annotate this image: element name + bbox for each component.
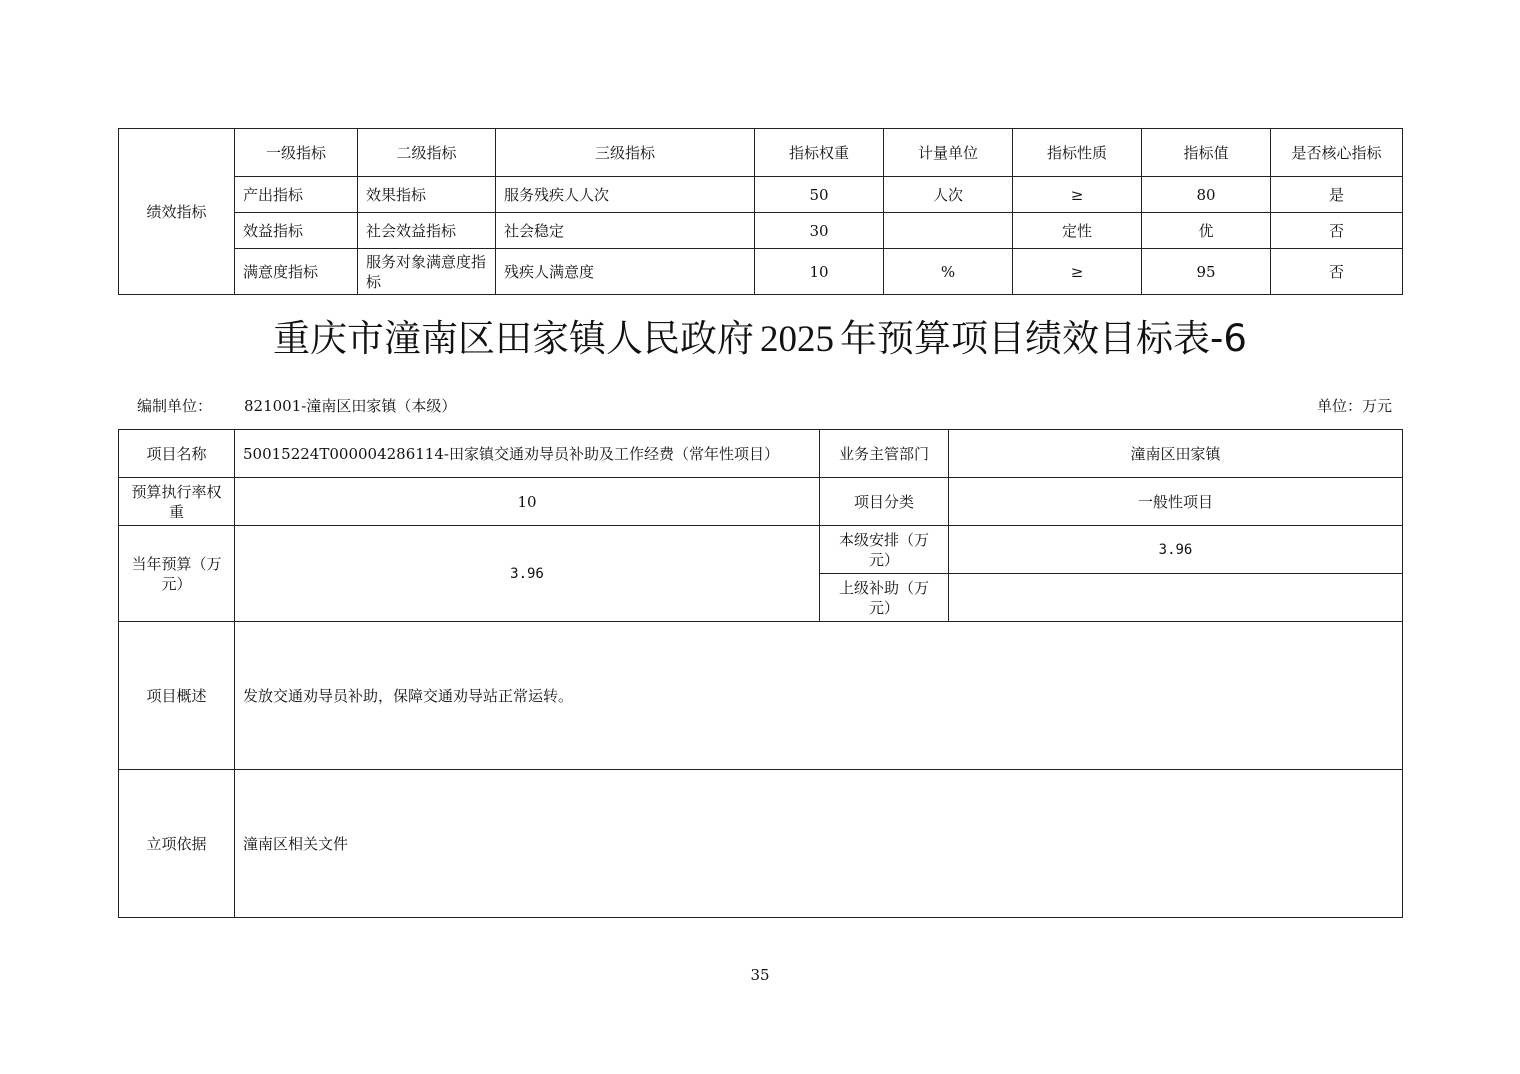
- compile-unit-value: 821001-潼南区田家镇（本级）: [244, 397, 457, 415]
- page-number: 35: [750, 966, 770, 984]
- currency-unit: 单位：万元: [1316, 397, 1392, 415]
- annual-budget-label: 当年预算（万元）: [119, 526, 235, 622]
- header-nature: 指标性质: [1013, 129, 1142, 177]
- overview-value: 发放交通劝导员补助，保障交通劝导站正常运转。: [235, 622, 1403, 770]
- dept-label: 业务主管部门: [820, 430, 949, 478]
- table-row: [119, 213, 1403, 249]
- header-level3: 三级指标: [496, 129, 755, 177]
- compile-unit-label: 编制单位：: [137, 397, 213, 415]
- table-row: [119, 177, 1403, 213]
- overview-label: 项目概述: [119, 622, 235, 770]
- cell-level1: 效益指标: [235, 213, 358, 249]
- exec-rate-label: 预算执行率权重: [119, 478, 235, 526]
- header-unit: 计量单位: [884, 129, 1013, 177]
- cell-unit: %: [884, 249, 1013, 295]
- header-core: 是否核心指标: [1271, 129, 1403, 177]
- table-row: [119, 249, 1403, 295]
- cell-level2: 效果指标: [358, 177, 496, 213]
- local-arrangement-label: 本级安排（万元）: [820, 526, 949, 574]
- cell-weight: 50: [755, 177, 884, 213]
- cell-unit: [884, 213, 1013, 249]
- cell-level1: 满意度指标: [235, 249, 358, 295]
- category-label: 项目分类: [820, 478, 949, 526]
- header-level2: 二级指标: [358, 129, 496, 177]
- cell-nature: ≥: [1013, 177, 1142, 213]
- performance-row-label: 绩效指标: [119, 129, 235, 295]
- upper-subsidy-label: 上级补助（万元）: [820, 574, 949, 622]
- basis-label: 立项依据: [119, 770, 235, 918]
- cell-level2: 社会效益指标: [358, 213, 496, 249]
- header-level1: 一级指标: [235, 129, 358, 177]
- cell-core: 是: [1271, 177, 1403, 213]
- cell-value: 95: [1142, 249, 1271, 295]
- category-value: 一般性项目: [949, 478, 1403, 526]
- cell-weight: 30: [755, 213, 884, 249]
- cell-nature: 定性: [1013, 213, 1142, 249]
- upper-subsidy-value: [949, 574, 1403, 622]
- dept-value: 潼南区田家镇: [949, 430, 1403, 478]
- cell-core: 否: [1271, 249, 1403, 295]
- header-value: 指标值: [1142, 129, 1271, 177]
- cell-core: 否: [1271, 213, 1403, 249]
- project-info-table: [118, 429, 1403, 918]
- basis-value: 潼南区相关文件: [235, 770, 1403, 918]
- cell-unit: 人次: [884, 177, 1013, 213]
- cell-value: 80: [1142, 177, 1271, 213]
- exec-rate-value: 10: [235, 478, 820, 526]
- cell-value: 优: [1142, 213, 1271, 249]
- cell-weight: 10: [755, 249, 884, 295]
- cell-level3: 服务残疾人人次: [496, 177, 755, 213]
- annual-budget-value: 3.96: [235, 526, 820, 622]
- project-name-value: 50015224T000004286114-田家镇交通劝导员补助及工作经费（常年性项目）: [235, 430, 820, 478]
- header-weight: 指标权重: [755, 129, 884, 177]
- cell-level3: 残疾人满意度: [496, 249, 755, 295]
- title-year: 2025: [760, 319, 835, 360]
- cell-level3: 社会稳定: [496, 213, 755, 249]
- performance-indicator-table: [118, 128, 1403, 295]
- title-prefix: 重庆市潼南区田家镇人民政府: [273, 317, 755, 360]
- cell-nature: ≥: [1013, 249, 1142, 295]
- page-title: [0, 312, 1520, 367]
- cell-level1: 产出指标: [235, 177, 358, 213]
- project-name-label: 项目名称: [119, 430, 235, 478]
- title-suffix: 年预算项目绩效目标表-6: [840, 317, 1247, 360]
- local-arrangement-value: 3.96: [949, 526, 1403, 574]
- cell-level2: 服务对象满意度指标: [358, 249, 496, 295]
